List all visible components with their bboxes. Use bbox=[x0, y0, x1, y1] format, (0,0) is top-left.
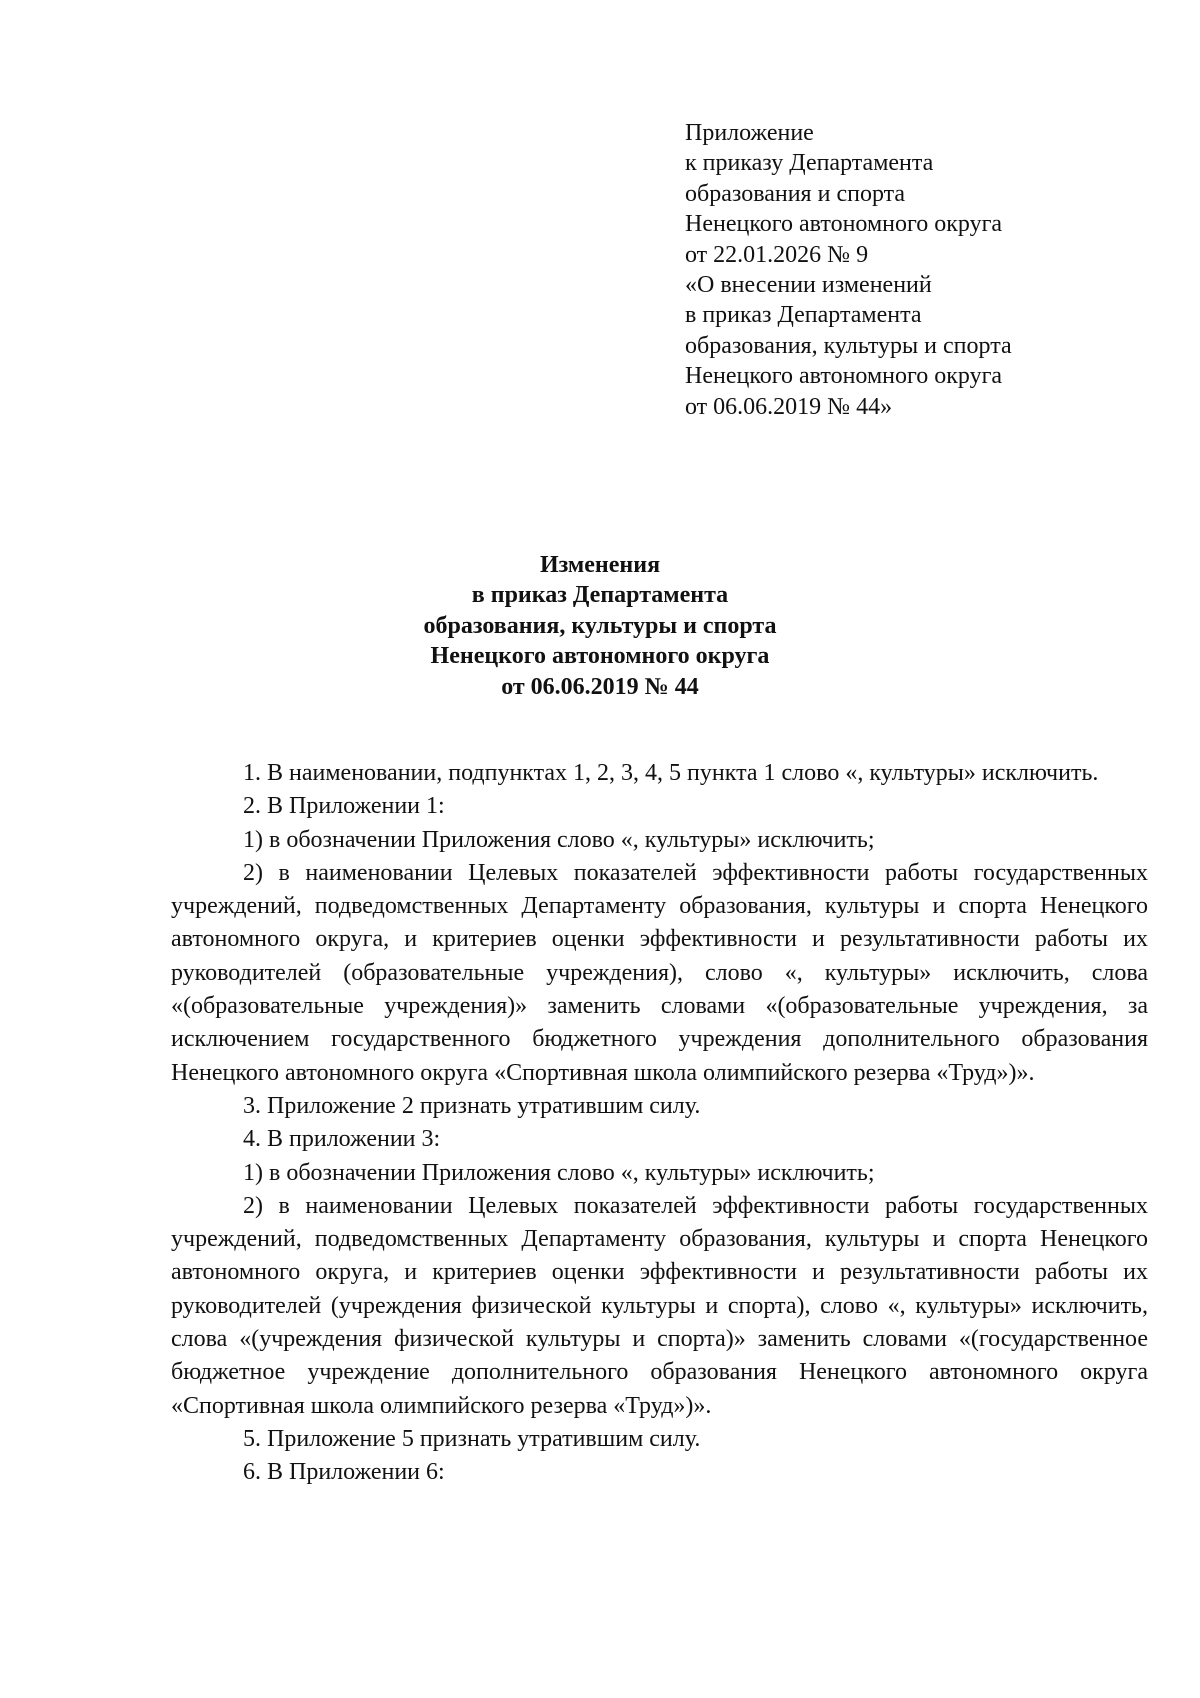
body-paragraph: 2) в наименовании Целевых показателей эффективности работы государственных учреждений, подведомственных Департаменту образования, культуры и спорта Ненецкого автономного округа, и критериев оценки эффективности и результативности работы их руководителей (образовательные учреждения), слово «, культуры» исключить, слова «(образовательные учреждения)» заменить словами «(образовательные учреждения, за исключением государственного бюджетного учреждения дополнительного образования Ненецкого автономного округа «Спортивная школа олимпийского резерва «Труд»)». bbox=[171, 859, 1148, 1086]
body-paragraph: 1. В наименовании, подпунктах 1, 2, 3, 4, 5 пункта 1 слово «, культуры» исключить. bbox=[243, 760, 1099, 786]
document-body bbox=[171, 757, 1148, 1490]
appendix-line: Ненецкого автономного округа bbox=[685, 363, 1003, 390]
body-paragraph: 1) в обозначении Приложения слово «, культуры» исключить; bbox=[243, 1159, 875, 1186]
body-paragraph: 6. В Приложении 6: bbox=[243, 1459, 445, 1486]
appendix-line: образования и спорта bbox=[685, 180, 906, 207]
appendix-line: образования, культуры и спорта bbox=[685, 332, 1012, 359]
appendix-line: Приложение bbox=[685, 120, 814, 146]
appendix-line: от 22.01.2026 № 9 bbox=[685, 241, 869, 268]
appendix-line: от 06.06.2019 № 44» bbox=[685, 393, 893, 420]
title-line: Изменения bbox=[539, 552, 661, 578]
title-line: в приказ Департамента bbox=[471, 582, 729, 609]
body-paragraph: 4. В приложении 3: bbox=[243, 1126, 441, 1153]
title-line: от 06.06.2019 № 44 bbox=[501, 673, 699, 700]
title-line: Ненецкого автономного округа bbox=[430, 643, 770, 670]
title-line: образования, культуры и спорта bbox=[423, 612, 777, 639]
document-title bbox=[0, 550, 1200, 702]
body-paragraph: 3. Приложение 2 признать утратившим силу. bbox=[243, 1092, 701, 1119]
body-paragraph: 2. В Приложении 1: bbox=[243, 793, 445, 820]
appendix-header bbox=[685, 118, 1115, 422]
body-paragraph: 5. Приложение 5 признать утратившим силу. bbox=[243, 1425, 701, 1452]
appendix-line: Ненецкого автономного округа bbox=[685, 211, 1003, 238]
appendix-line: к приказу Департамента bbox=[685, 150, 934, 177]
body-paragraph: 1) в обозначении Приложения слово «, культуры» исключить; bbox=[243, 826, 875, 853]
appendix-line: в приказ Департамента bbox=[685, 302, 922, 329]
appendix-line: «О внесении изменений bbox=[685, 272, 932, 299]
body-paragraph: 2) в наименовании Целевых показателей эффективности работы государственных учреждений, подведомственных Департаменту образования, культуры и спорта Ненецкого автономного округа, и критериев оценки эффективности и результативности работы их руководителей (учреждения физической культуры и спорта), слово «, культуры» исключить, слова «(учреждения физической культуры и спорта)» заменить словами «(государственное бюджетное учреждение дополнительного образования Ненецкого автономного округа «Спортивная школа олимпийского резерва «Труд»)». bbox=[171, 1192, 1148, 1419]
